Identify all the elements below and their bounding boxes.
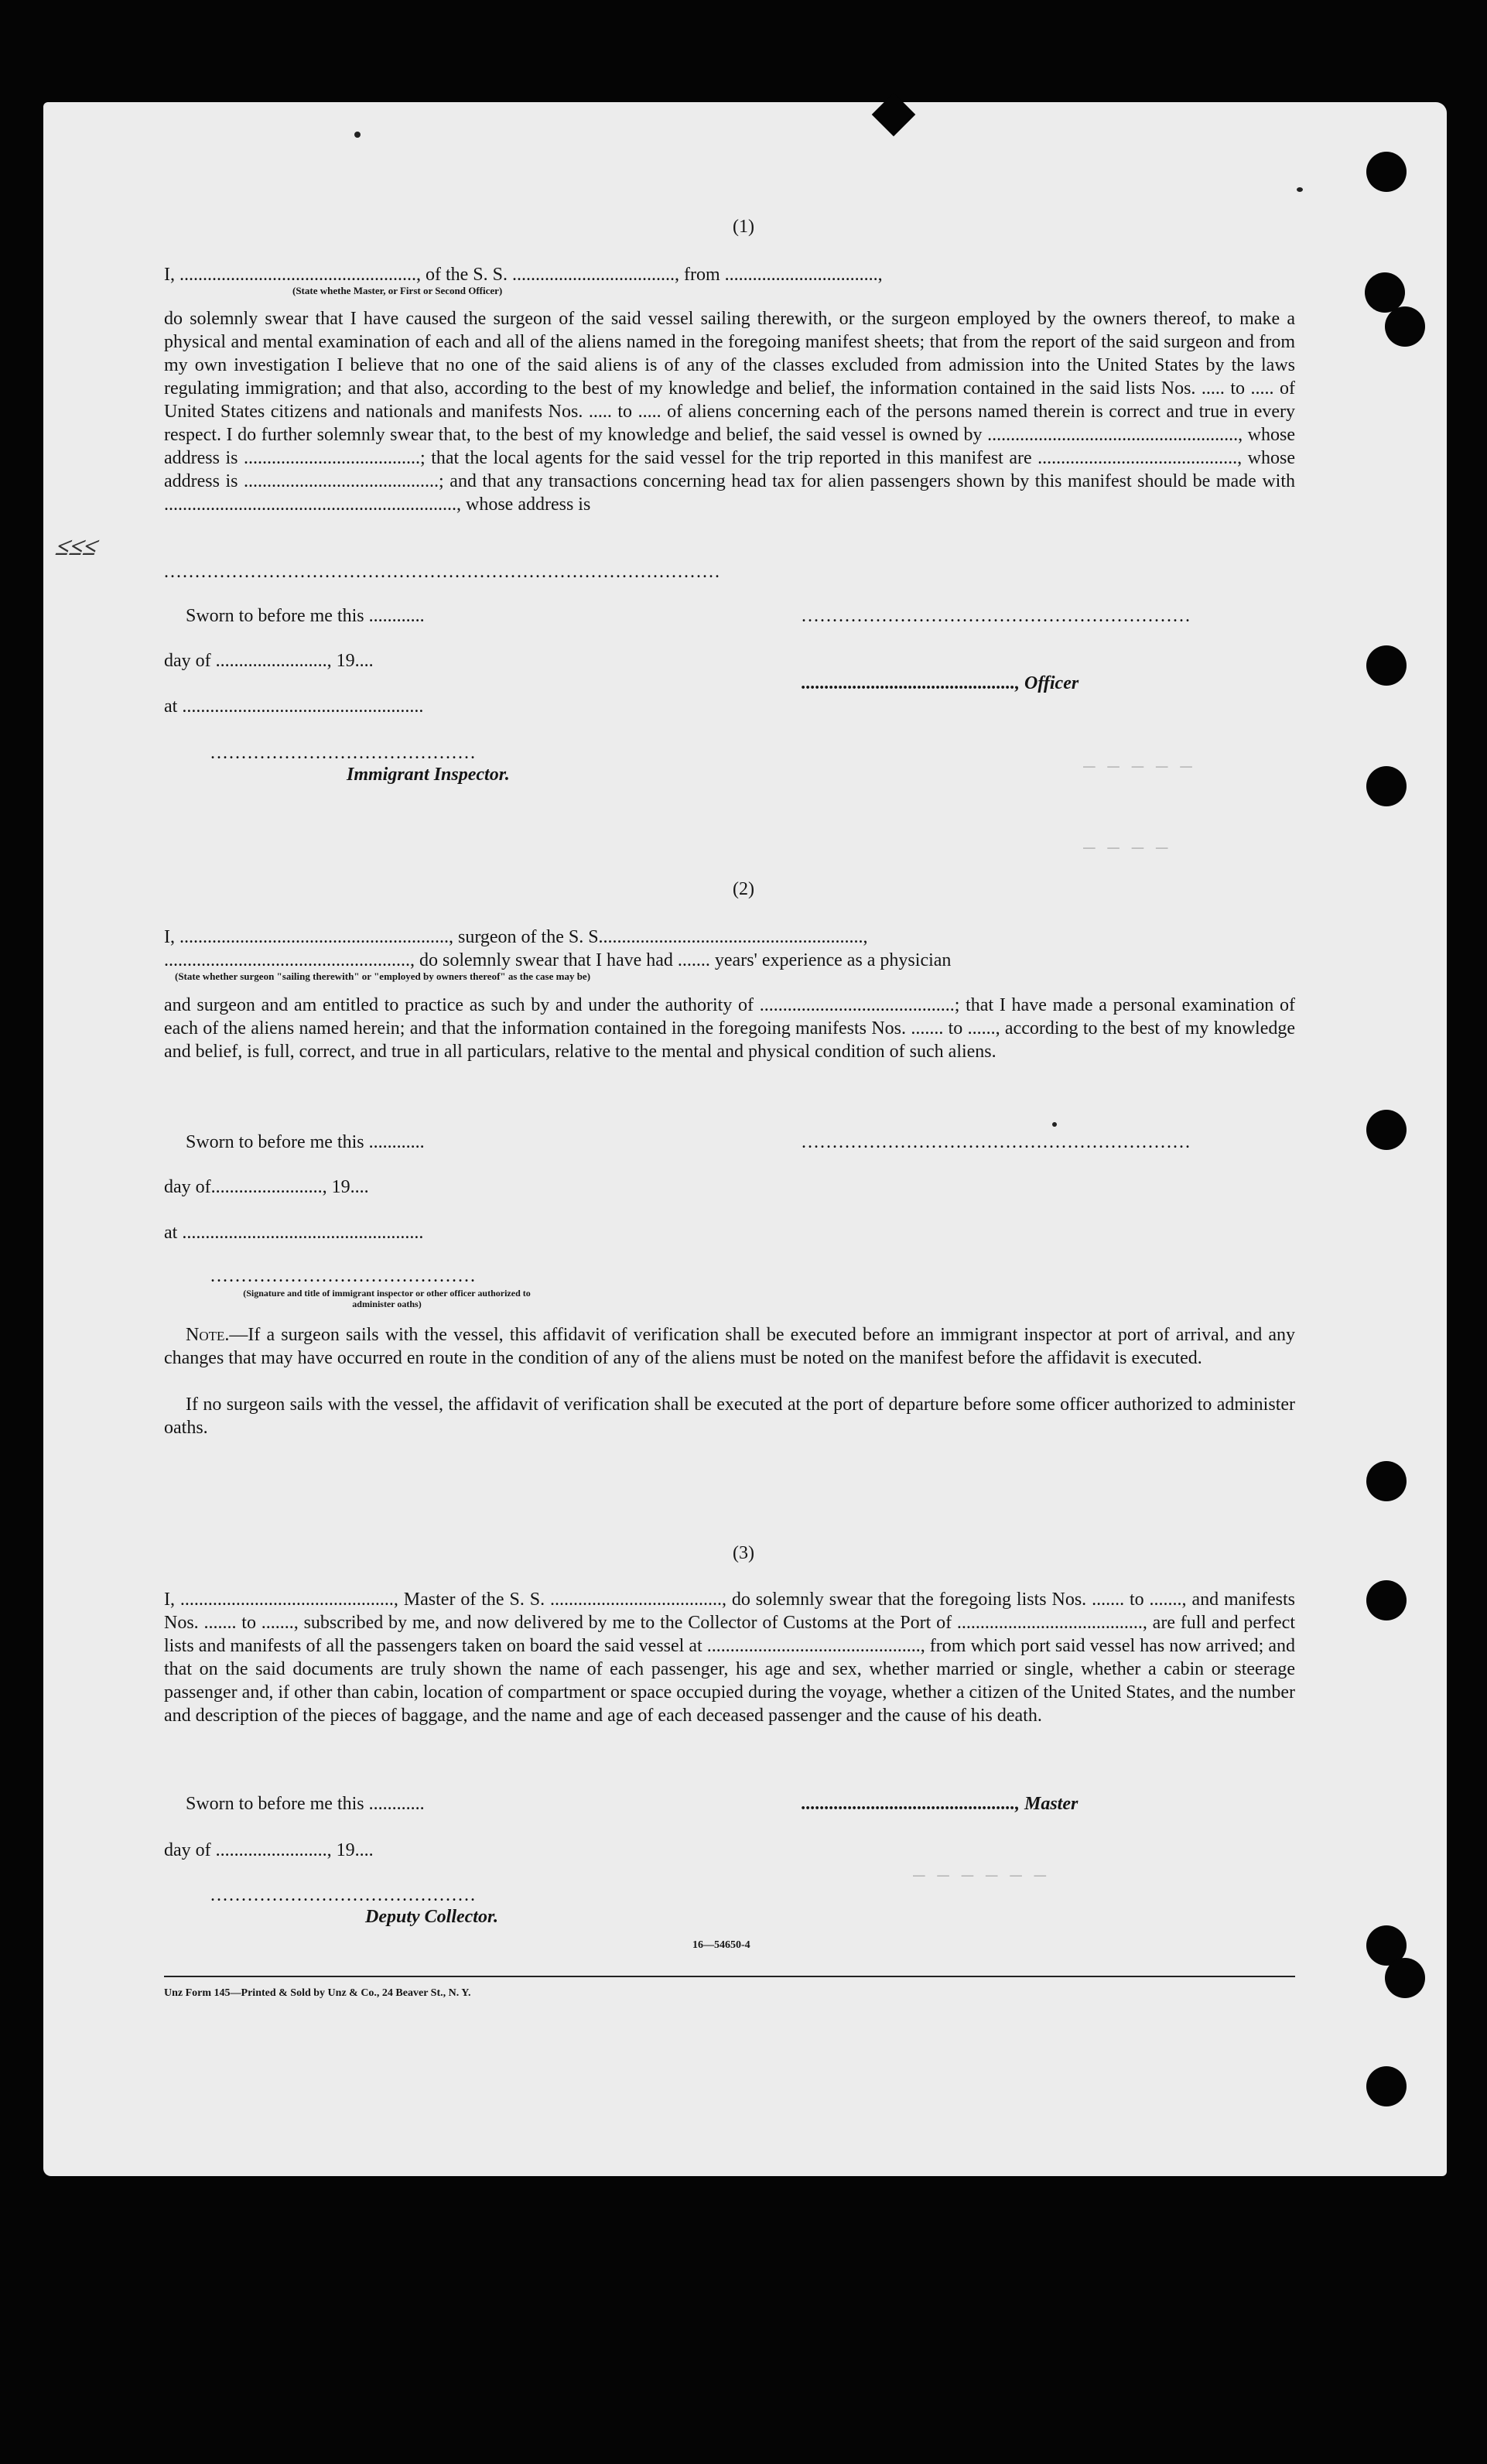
at-line: at ....................................................: [164, 696, 424, 717]
punch-hole: [1366, 766, 1407, 806]
printer-footer: Unz Form 145—Printed & Sold by Unz & Co., 24 Beaver St., N. Y.: [164, 1987, 471, 1999]
day-line: day of ........................, 19....: [164, 1840, 374, 1860]
section1-sublabel: (State whethe Master, or First or Second Officer): [292, 285, 503, 296]
bleed-through: — — — —: [1083, 836, 1168, 859]
signature-label: (Signature and title of immigrant inspector or other officer authorized to administer oaths): [243, 1288, 531, 1309]
signature-line: ...........................................: [210, 1266, 477, 1286]
section1-body-tail: ..........................................................................................: [164, 562, 721, 582]
note-label: Note.: [186, 1325, 230, 1345]
sworn-line: Sworn to before me this ............: [186, 1794, 425, 1814]
section2-line1: I, .........................................................., surgeon of the S. S.........................................................,: [164, 927, 868, 947]
sworn-line: Sworn to before me this ............: [186, 606, 425, 626]
bleed-through: — — — — —: [1083, 755, 1192, 778]
punch-hole: [1385, 1958, 1425, 1998]
punch-hole: [1385, 306, 1425, 347]
speck: [1052, 1122, 1057, 1127]
collector-signature-line: ...........................................: [210, 1885, 477, 1905]
footer-rule: [164, 1976, 1295, 1977]
note-paragraph-2: If no surgeon sails with the vessel, the affidavit of verification shall be executed at the port of departure before some officer authorized to administer oaths.: [164, 1395, 1295, 1438]
inspector-title: Immigrant Inspector.: [347, 765, 510, 785]
inspector-signature-line: ...........................................: [210, 743, 477, 763]
officer-signature: .............................................., Officer: [802, 673, 1079, 693]
bleed-through: — — — — — —: [913, 1863, 1047, 1887]
punch-hole: [1366, 1110, 1407, 1150]
section-number: (2): [733, 879, 754, 899]
margin-handwritten-mark: ≤≤≤: [52, 532, 104, 560]
speck: [354, 132, 361, 138]
section1-line1: I, ..................................................., of the S. S. ..................................., from .................................,: [164, 265, 883, 285]
punch-hole: [1366, 1461, 1407, 1501]
section-number: (3): [733, 1543, 754, 1563]
day-line: day of........................, 19....: [164, 1177, 369, 1197]
section2-line2: ....................................................., do solemnly swear that I have had ....... years' experience as a physician: [164, 950, 952, 970]
master-signature: .............................................., Master: [802, 1794, 1079, 1814]
speck: [1297, 187, 1303, 192]
section-number: (1): [733, 217, 754, 237]
punch-hole: [1366, 152, 1407, 192]
day-line: day of ........................, 19....: [164, 651, 374, 671]
officer-line: ...............................................................: [802, 606, 1191, 626]
punch-hole: [1366, 1580, 1407, 1620]
form-number: 16—54650-4: [692, 1939, 750, 1951]
section1-body: do solemnly swear that I have caused the surgeon of the said vessel sailing therewith, or the surgeon employed by the owners thereof, to make a physical and mental examination of each and all of the aliens named in the foregoing manifest sheets; that from the report of the said surgeon and from my own investigation I believe that no one of the said aliens is of any of the classes excluded from admission into the United States by the laws regulating immigration; and that also, according to the best of my knowledge and belief, the information contained in the said lists Nos. ..... to ..... of United States citizens and nationals and manifests Nos. ..... to ..... of aliens concerning each of the persons named therein is correct and true in every respect. I do further solemnly swear that, to the best of my knowledge and belief, the said vessel is owned by ......................................................, whose address is ......................................; that the local agents for the said vessel for the trip reported in this manifest are ..........................................., whose address is ..........................................; and that any transactions concerning head tax for alien passengers shown by this manifest should be made with ..............................................................., whose address is: [164, 309, 1295, 515]
collector-title: Deputy Collector.: [365, 1907, 498, 1927]
note-paragraph: [164, 1323, 1295, 1370]
punch-hole: [1366, 645, 1407, 686]
sworn-line: Sworn to before me this ............: [186, 1132, 425, 1152]
section3-body: I, .............................................., Master of the S. S. ....................................., do solemnly swear that the foregoing lists Nos. ....... to ......., and manifests Nos. ....... to ......., subscribed by me, and now delivered by me to the Collector of Customs at the Port of ........................................, are full and perfect lists and manifests of all the passengers taken on board the said vessel at .............................................., from which port said vessel has now arrived; and that on the said documents are truly shown the name of each passenger, his age and sex, whether married or single, whether a cabin or steerage passenger and, if other than cabin, location of compartment or space occupied during the voyage, whether a citizen of the United States, and the number and description of the pieces of baggage, and the name and age of each deceased passenger and the cause of his death.: [164, 1590, 1295, 1726]
at-line: at ....................................................: [164, 1223, 424, 1243]
note-text: —If a surgeon sails with the vessel, this affidavit of verification shall be executed before an immigrant inspector at port of arrival, and any changes that may have occurred en route in the condition of any of the aliens must be noted on the manifest before the affidavit is executed.: [164, 1325, 1295, 1368]
section2-body: and surgeon and am entitled to practice as such by and under the authority of ..........................................; that I have made a personal examination of each of the aliens named herein; and that the information contained in the foregoing manifests Nos. ....... to ......, according to the best of my knowledge and belief, is full, correct, and true in all particulars, relative to the mental and physical condition of such aliens.: [164, 995, 1295, 1062]
officer-line: ...............................................................: [802, 1132, 1191, 1152]
section2-sublabel: (State whether surgeon "sailing therewith" or "employed by owners thereof" as the case may be): [175, 970, 591, 982]
punch-hole: [1366, 2066, 1407, 2106]
